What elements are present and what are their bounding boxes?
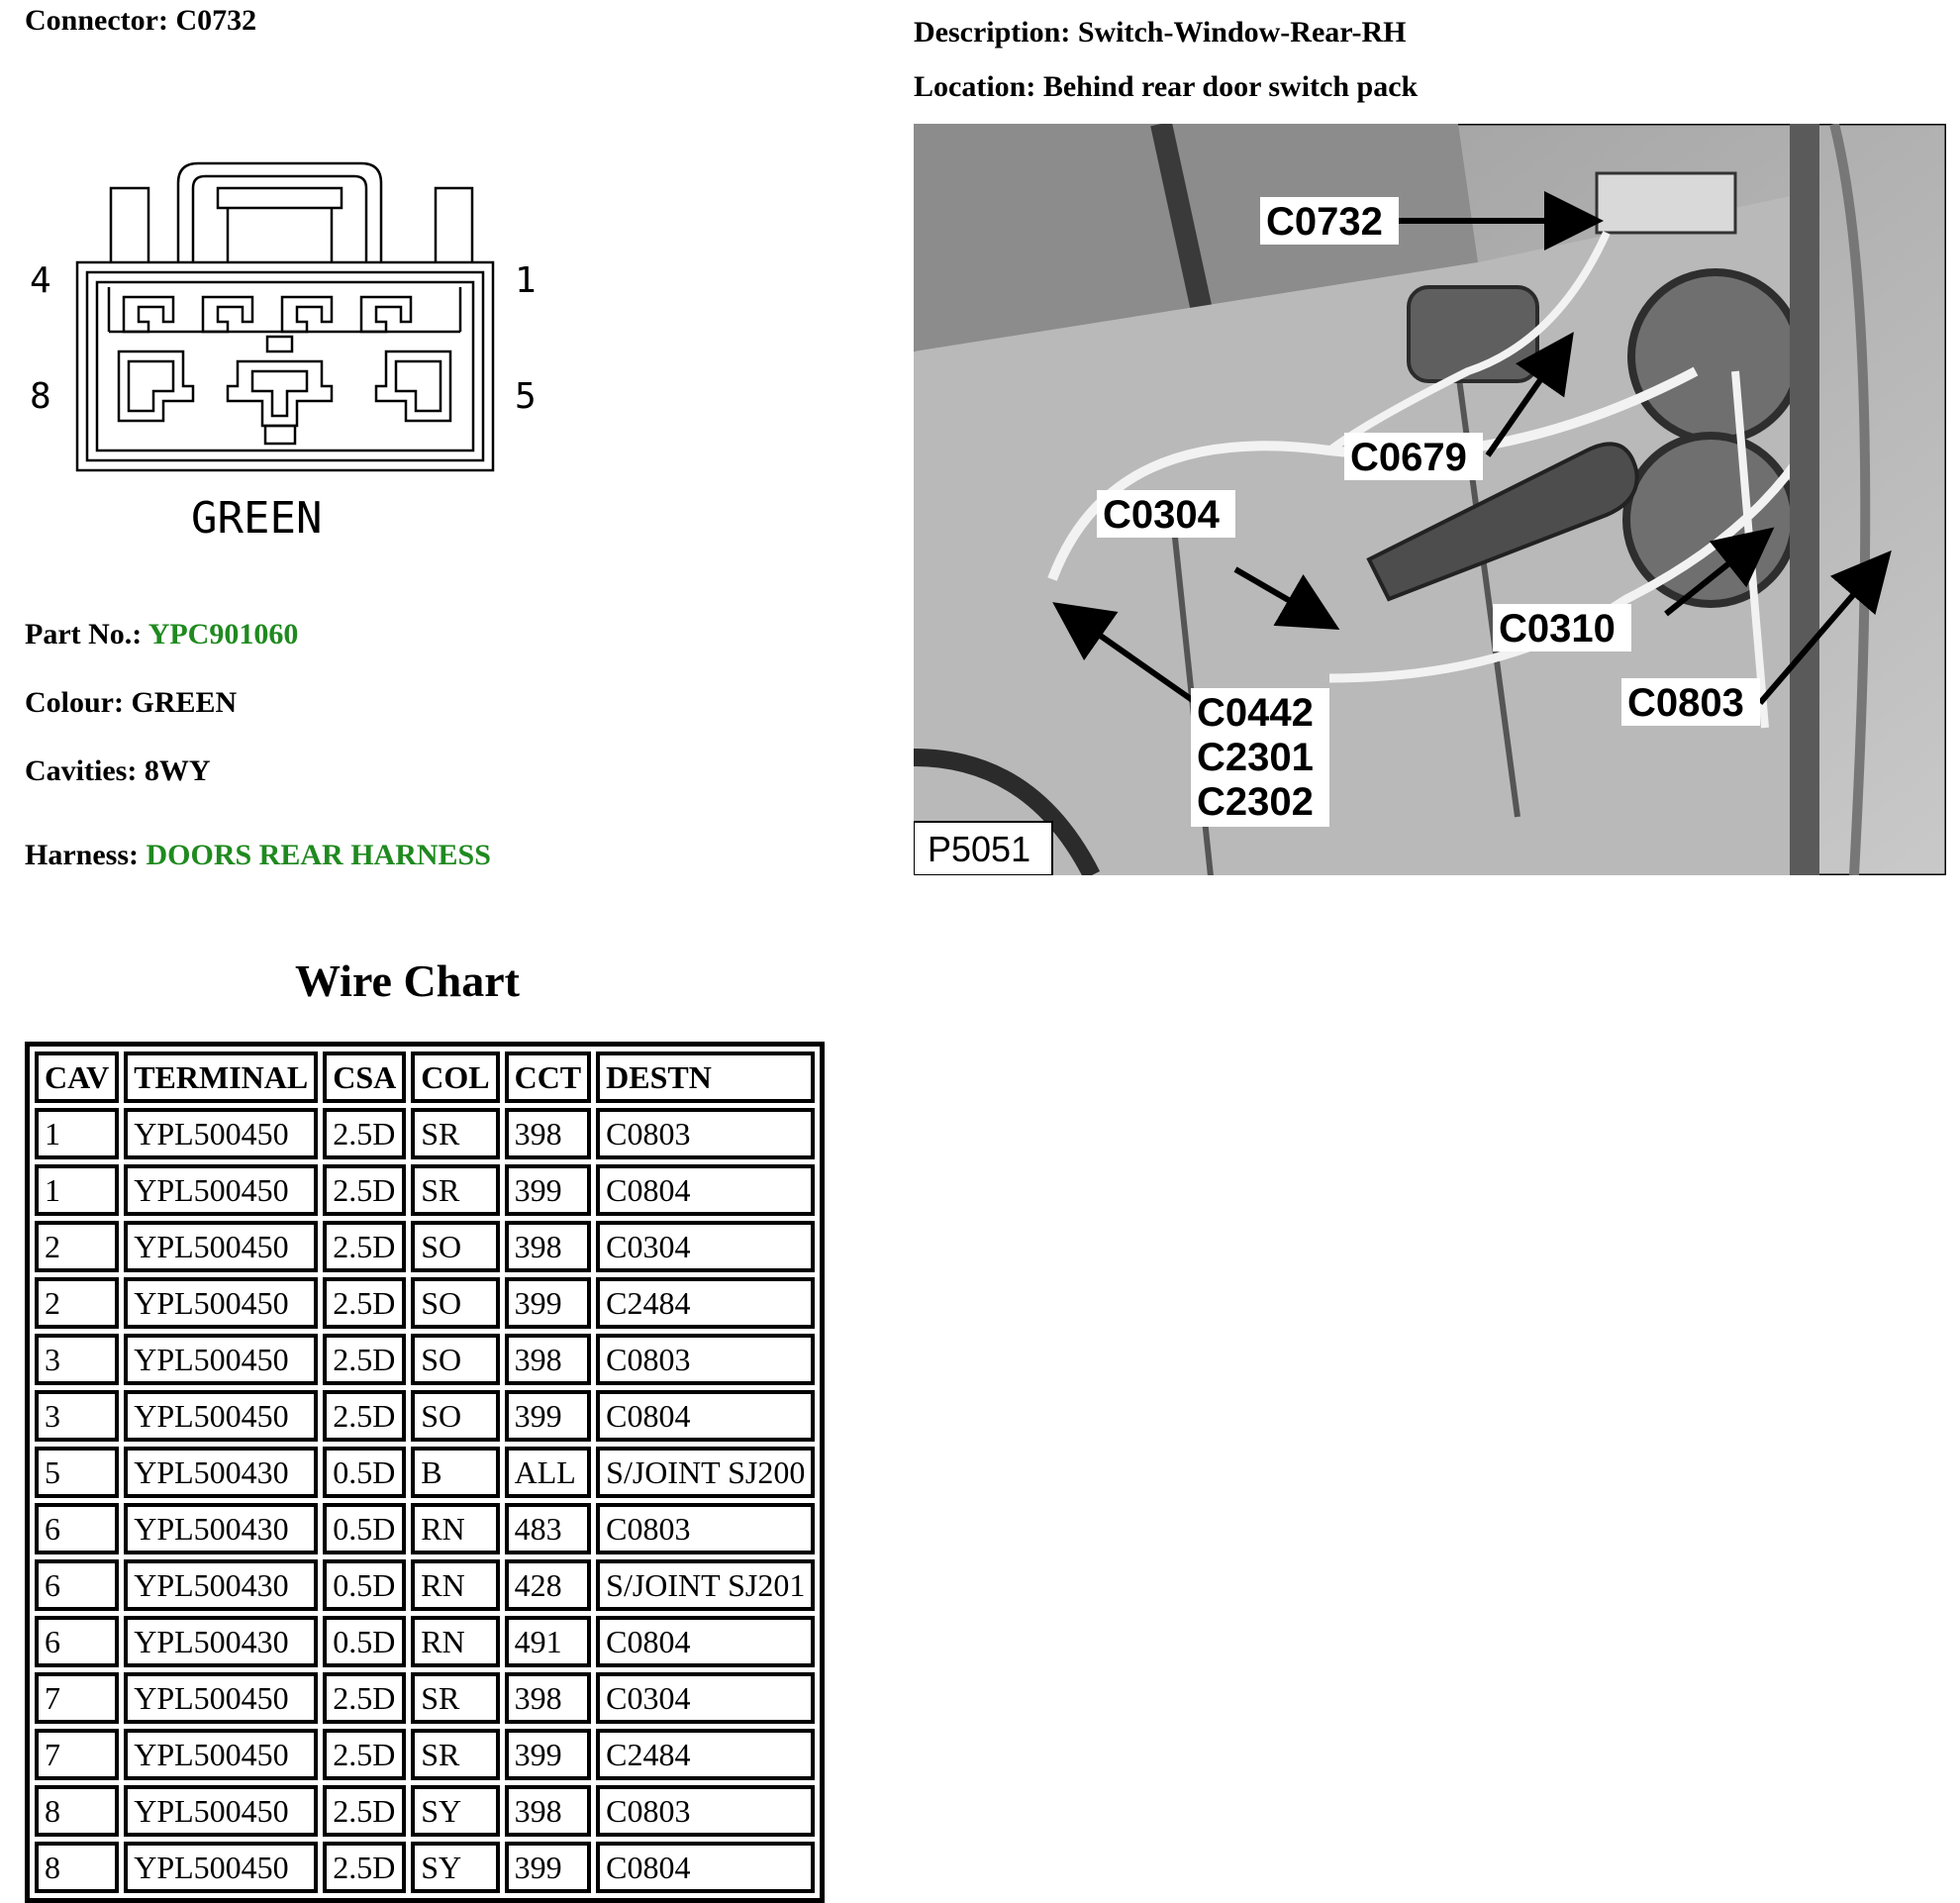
- cell-col: SO: [411, 1221, 499, 1272]
- cell-cct: 428: [505, 1559, 592, 1611]
- cell-csa: 2.5D: [323, 1164, 406, 1216]
- cell-cav: 1: [35, 1164, 119, 1216]
- cell-csa: 0.5D: [323, 1447, 406, 1498]
- cell-cav: 2: [35, 1221, 119, 1272]
- part-number-label: Part No.:: [25, 618, 143, 651]
- table-row: [35, 1785, 815, 1837]
- col-destn: DESTN: [596, 1052, 815, 1103]
- table-row: [35, 1390, 815, 1442]
- location-label: Location:: [914, 70, 1036, 103]
- callout-c0304: C0304: [1103, 493, 1220, 537]
- colour-value: GREEN: [131, 686, 238, 719]
- pin-label-5: 5: [515, 376, 537, 417]
- door-location-photo: [914, 124, 1946, 875]
- cell-col: SY: [411, 1785, 499, 1837]
- col-col: COL: [411, 1052, 499, 1103]
- part-number-line: [25, 618, 298, 651]
- cell-csa: 2.5D: [323, 1334, 406, 1385]
- cell-col: SY: [411, 1842, 499, 1893]
- cell-terminal: YPL500450: [124, 1785, 318, 1837]
- cell-col: SR: [411, 1164, 499, 1216]
- connector-face-diagram: [25, 158, 559, 554]
- cell-csa: 2.5D: [323, 1785, 406, 1837]
- cell-col: SO: [411, 1334, 499, 1385]
- cell-cav: 6: [35, 1559, 119, 1611]
- cell-csa: 2.5D: [323, 1390, 406, 1442]
- callout-c0732: C0732: [1266, 200, 1383, 244]
- cell-cav: 3: [35, 1334, 119, 1385]
- harness-label: Harness:: [25, 839, 139, 871]
- cell-col: SO: [411, 1390, 499, 1442]
- cell-cct: 398: [505, 1108, 592, 1159]
- harness-value: DOORS REAR HARNESS: [146, 839, 491, 871]
- cell-col: SR: [411, 1108, 499, 1159]
- cell-terminal: YPL500450: [124, 1729, 318, 1780]
- cell-terminal: YPL500450: [124, 1221, 318, 1272]
- cell-csa: 2.5D: [323, 1729, 406, 1780]
- table-row: [35, 1729, 815, 1780]
- cell-col: RN: [411, 1559, 499, 1611]
- cell-cct: 398: [505, 1672, 592, 1724]
- cell-cav: 1: [35, 1108, 119, 1159]
- col-csa: CSA: [323, 1052, 406, 1103]
- cell-cav: 7: [35, 1729, 119, 1780]
- table-row: [35, 1503, 815, 1554]
- part-number-value: YPC901060: [147, 618, 299, 651]
- table-row: [35, 1221, 815, 1272]
- connector-colour-caption: GREEN: [191, 493, 323, 544]
- callout-c2302: C2302: [1197, 780, 1314, 824]
- callout-c0442: C0442: [1197, 691, 1314, 735]
- cell-cct: 399: [505, 1842, 592, 1893]
- cell-cav: 5: [35, 1447, 119, 1498]
- cell-cav: 6: [35, 1616, 119, 1667]
- colour-label: Colour:: [25, 686, 124, 719]
- pin-label-8: 8: [30, 376, 51, 417]
- wire-chart-table: [25, 1042, 825, 1903]
- cell-destn: S/JOINT SJ201: [596, 1559, 815, 1611]
- col-cct: CCT: [505, 1052, 592, 1103]
- colour-line: [25, 686, 237, 720]
- description-value: Switch-Window-Rear-RH: [1077, 16, 1407, 49]
- location-value: Behind rear door switch pack: [1042, 70, 1419, 103]
- cell-terminal: YPL500450: [124, 1334, 318, 1385]
- cell-cav: 7: [35, 1672, 119, 1724]
- cavities-label: Cavities:: [25, 754, 138, 787]
- cell-cct: 399: [505, 1390, 592, 1442]
- cell-destn: C0803: [596, 1334, 815, 1385]
- cavities-line: [25, 754, 210, 788]
- cell-csa: 2.5D: [323, 1221, 406, 1272]
- cell-cct: ALL: [505, 1447, 592, 1498]
- cell-cct: 399: [505, 1729, 592, 1780]
- cell-cav: 8: [35, 1785, 119, 1837]
- cell-destn: C2484: [596, 1729, 815, 1780]
- photo-reference: P5051: [928, 829, 1031, 869]
- speaker-upper: [1631, 272, 1800, 441]
- cell-csa: 0.5D: [323, 1616, 406, 1667]
- cell-terminal: YPL500450: [124, 1390, 318, 1442]
- cell-destn: C2484: [596, 1277, 815, 1329]
- callout-c2301: C2301: [1197, 736, 1314, 779]
- table-row: [35, 1334, 815, 1385]
- cell-col: SR: [411, 1729, 499, 1780]
- cell-col: SO: [411, 1277, 499, 1329]
- cell-cct: 483: [505, 1503, 592, 1554]
- pin-label-1: 1: [515, 260, 537, 301]
- cell-csa: 2.5D: [323, 1672, 406, 1724]
- col-cav: CAV: [35, 1052, 119, 1103]
- cell-destn: C0304: [596, 1221, 815, 1272]
- cell-cct: 398: [505, 1221, 592, 1272]
- cell-csa: 2.5D: [323, 1108, 406, 1159]
- connector-label: Connector:: [25, 4, 168, 37]
- table-row: [35, 1108, 815, 1159]
- description-line: [914, 16, 1406, 50]
- wire-chart-header-row: [35, 1052, 815, 1103]
- cell-destn: S/JOINT SJ200: [596, 1447, 815, 1498]
- cell-col: RN: [411, 1616, 499, 1667]
- cell-terminal: YPL500450: [124, 1842, 318, 1893]
- col-terminal: TERMINAL: [124, 1052, 318, 1103]
- connector-value: C0732: [175, 4, 257, 37]
- cell-cct: 398: [505, 1785, 592, 1837]
- pin-label-4: 4: [30, 260, 51, 301]
- connector-heading: [25, 4, 256, 38]
- cell-destn: C0803: [596, 1503, 815, 1554]
- cell-csa: 2.5D: [323, 1842, 406, 1893]
- wire-chart-body: [35, 1108, 815, 1893]
- harness-line: [25, 839, 491, 872]
- cell-terminal: YPL500450: [124, 1164, 318, 1216]
- cell-cav: 3: [35, 1390, 119, 1442]
- cell-terminal: YPL500450: [124, 1672, 318, 1724]
- cell-terminal: YPL500430: [124, 1447, 318, 1498]
- cell-col: RN: [411, 1503, 499, 1554]
- callout-c0679: C0679: [1350, 436, 1467, 479]
- cell-destn: C0804: [596, 1616, 815, 1667]
- table-row: [35, 1447, 815, 1498]
- cell-terminal: YPL500450: [124, 1277, 318, 1329]
- cell-cav: 2: [35, 1277, 119, 1329]
- cell-cct: 398: [505, 1334, 592, 1385]
- callout-c0803: C0803: [1627, 681, 1744, 725]
- cell-csa: 0.5D: [323, 1559, 406, 1611]
- cell-csa: 2.5D: [323, 1277, 406, 1329]
- table-row: [35, 1277, 815, 1329]
- cell-destn: C0804: [596, 1842, 815, 1893]
- cell-terminal: YPL500450: [124, 1108, 318, 1159]
- table-row: [35, 1164, 815, 1216]
- cell-destn: C0803: [596, 1785, 815, 1837]
- cell-terminal: YPL500430: [124, 1503, 318, 1554]
- cell-cct: 399: [505, 1164, 592, 1216]
- location-line: [914, 70, 1418, 104]
- cell-destn: C0803: [596, 1108, 815, 1159]
- wire-chart-title: Wire Chart: [295, 955, 520, 1006]
- cell-terminal: YPL500430: [124, 1559, 318, 1611]
- table-row: [35, 1842, 815, 1893]
- cell-col: SR: [411, 1672, 499, 1724]
- callout-c0310: C0310: [1499, 607, 1616, 651]
- table-row: [35, 1672, 815, 1724]
- cell-cav: 6: [35, 1503, 119, 1554]
- description-label: Description:: [914, 16, 1071, 49]
- cell-cav: 8: [35, 1842, 119, 1893]
- cell-cct: 491: [505, 1616, 592, 1667]
- cell-destn: C0804: [596, 1390, 815, 1442]
- cell-col: B: [411, 1447, 499, 1498]
- table-row: [35, 1616, 815, 1667]
- table-row: [35, 1559, 815, 1611]
- cell-cct: 399: [505, 1277, 592, 1329]
- cavities-value: 8WY: [144, 754, 211, 787]
- cell-terminal: YPL500430: [124, 1616, 318, 1667]
- cell-destn: C0304: [596, 1672, 815, 1724]
- cell-csa: 0.5D: [323, 1503, 406, 1554]
- cell-destn: C0804: [596, 1164, 815, 1216]
